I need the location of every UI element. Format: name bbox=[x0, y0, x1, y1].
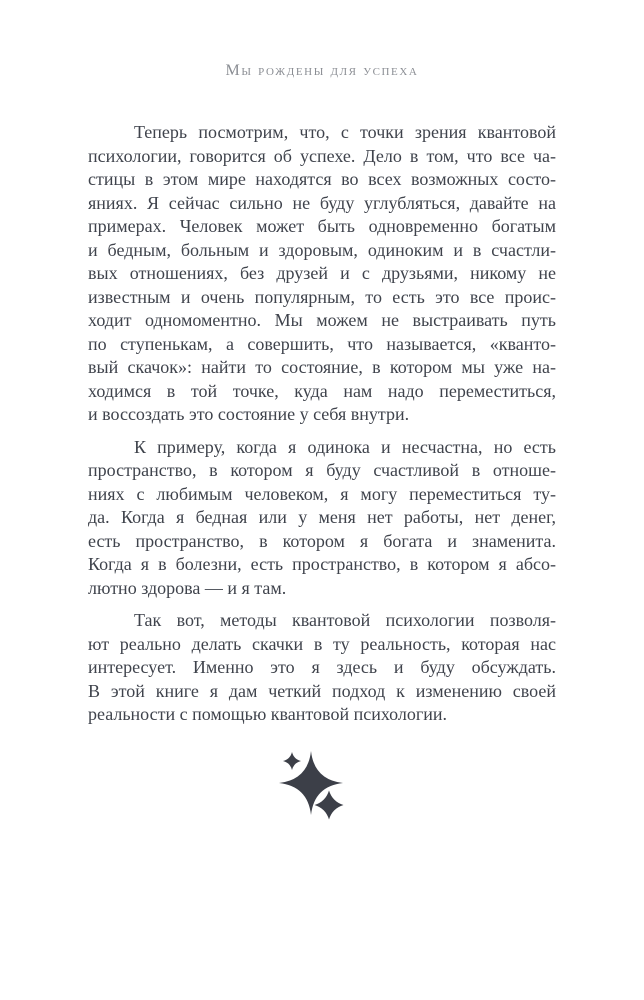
text-line: Так вот, методы квантовой психологии позволя- bbox=[134, 610, 556, 630]
text-line: К примеру, когда я одинока и несчастна, но есть bbox=[134, 436, 556, 457]
sparkle-medium-icon bbox=[315, 791, 344, 820]
text-line: ниях с любимым человеком, я могу переместиться ту- bbox=[88, 483, 556, 504]
sparkles-icon bbox=[269, 743, 353, 827]
sparkle-small-icon bbox=[283, 752, 301, 770]
paragraph bbox=[88, 436, 556, 601]
text-line: В этой книге я дам четкий подход к изменению своей bbox=[88, 680, 556, 701]
text-line: ходит одномоментно. Мы можем не выстраивать путь bbox=[88, 310, 556, 330]
paragraph bbox=[88, 121, 556, 427]
text-line: и бедным, больным и здоровым, одиноким и в счастли- bbox=[88, 239, 556, 260]
paragraph bbox=[88, 609, 556, 727]
text-line: и воссоздать это состояние у себя внутри. bbox=[88, 404, 410, 424]
text-line: пространство, в котором я буду счастливой в отноше- bbox=[88, 460, 556, 480]
text-line: лютно здорова — и я там. bbox=[88, 577, 287, 598]
body-text bbox=[88, 121, 556, 727]
text-line: Теперь посмотрим, что, с точки зрения квантовой bbox=[134, 122, 556, 142]
text-line: интересует. Именно это я здесь и буду обсуждать. bbox=[88, 657, 556, 677]
text-line: Когда я в болезни, есть пространство, в котором я абсо- bbox=[88, 554, 556, 574]
text-line: яниях. Я сейчас сильно не буду углубляться, давайте на bbox=[88, 192, 556, 213]
text-line: вых отношениях, без друзей и с друзьями, никому не bbox=[88, 263, 556, 283]
text-line: примерах. Человек может быть одновременно богатым bbox=[88, 216, 556, 236]
text-line: по ступенькам, а совершить, что называется, «кванто- bbox=[88, 333, 556, 354]
text-line: психологии, говорится об успехе. Дело в том, что все ча- bbox=[88, 145, 556, 166]
text-line: есть пространство, в котором я богата и знаменита. bbox=[88, 530, 556, 551]
text-line: да. Когда я бедная или у меня нет работы, нет денег, bbox=[88, 507, 556, 527]
text-line: реальности с помощью квантовой психологии. bbox=[88, 704, 448, 724]
text-line: известным и очень популярным, то есть это все проис- bbox=[88, 286, 556, 307]
running-head: Мы рождены для успеха bbox=[225, 62, 419, 79]
text-line: ходимся в той точке, куда нам надо переместиться, bbox=[88, 380, 556, 401]
text-line: ют реально делать скачки в ту реальность, которая нас bbox=[88, 633, 556, 654]
text-line: стицы в этом мире находятся во всех возможных состо- bbox=[88, 169, 556, 189]
ornament bbox=[269, 743, 353, 827]
text-line: вый скачок»: найти то состояние, в котором мы уже на- bbox=[88, 357, 556, 377]
